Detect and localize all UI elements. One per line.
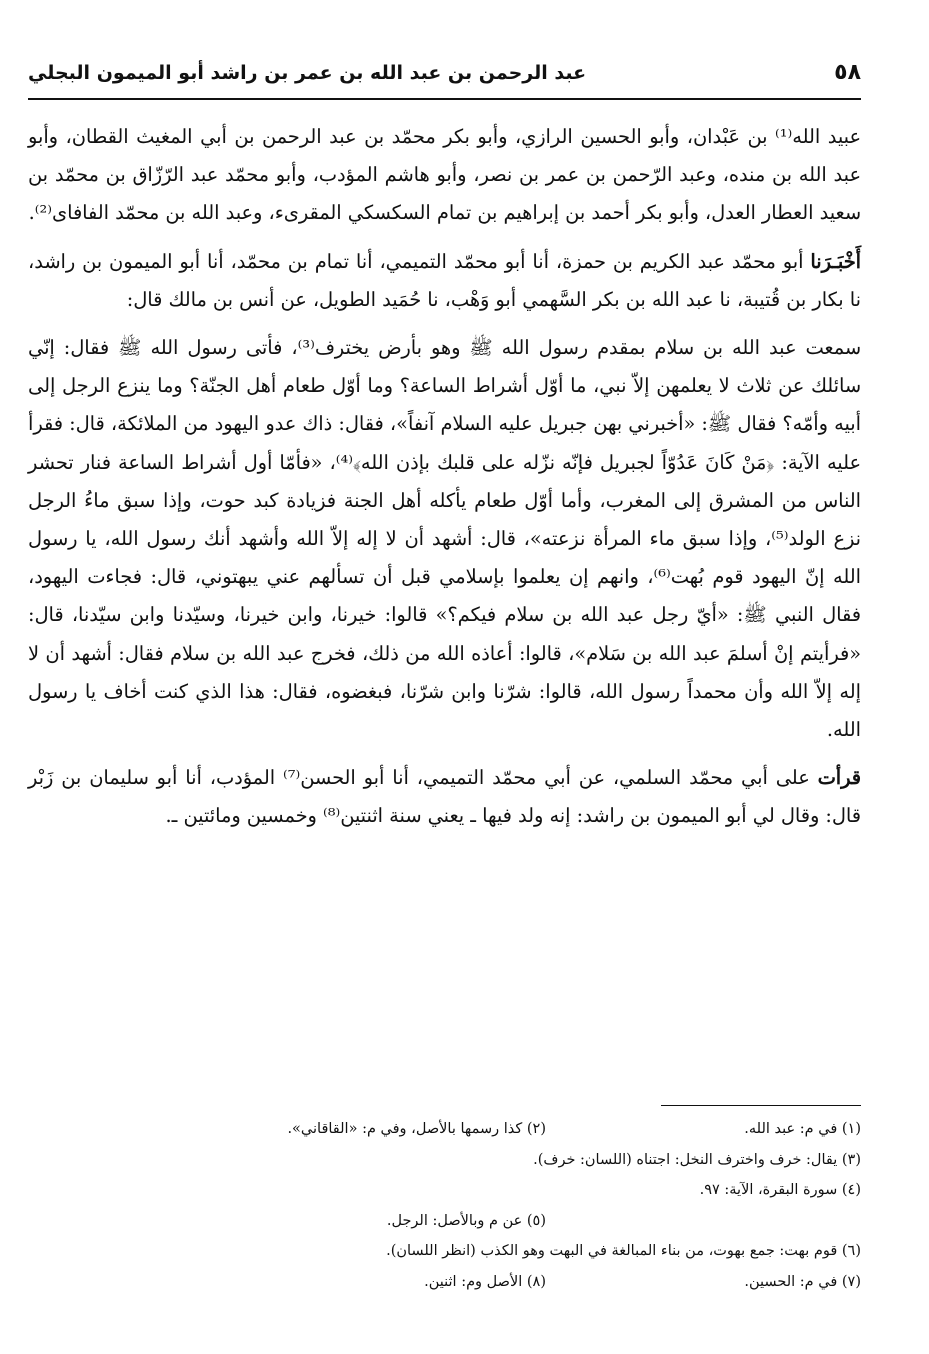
running-title: عبد الرحمن بن عبد الله بن عمر بن راشد أبو الميمون البجلي: [28, 62, 587, 84]
footnote-row: [28, 1175, 861, 1206]
footnote-divider: [661, 1105, 861, 1106]
footnote-5: (٥) عن م وبالأصل: الرجل.: [386, 1212, 546, 1229]
footnotes: [28, 1114, 861, 1297]
footnote-2: (٢) كذا رسمها بالأصل، وفي م: «القاقاني».: [287, 1121, 546, 1137]
paragraph-text: سمعت عبد الله بن سلام بمقدم رسول الله ﷺ وهو بأرض يخترف⁽³⁾، فأتى رسول الله ﷺ فقال: إنّي سائلك عن ثلاث لا يعلمهن إلاّ نبي، ما أوّل أشراط الساعة؟ وما أوّل طعام أهل الجنّة؟ وما ينزع الرجل إلى أبيه وأمّه؟ فقال ﷺ: «أخبرني بهن جبريل عليه السلام آنفاً»، فقال: ذاك عدو اليهود من الملائكة، قال: فقرأ عليه الآية: ﴿مَنْ كَانَ عَدُوّاً لجبريل فإنّه نزّله على قلبك بإذن الله﴾⁽⁴⁾، «فأمّا أول أشراط الساعة فنار تحشر الناس من المشرق إلى المغرب، وأما أوّل طعام يأكله أهل الجنة فزيادة كبد حوت، وإذا سبق ماءُ الرجل نزع الولد⁽⁵⁾، وإذا سبق ماء المرأة نزعته»، قال: أشهد أن لا إله إلاّ الله وأشهد أنك رسول الله، يا رسول الله إنّ اليهود قوم بُهت⁽⁶⁾، وانهم إن يعلموا بإسلامي قبل أن تسألهم عني يبهتوني، قال: فجاءت اليهود، فقال النبي ﷺ: «أيّ رجل عبد الله بن سلام فيكم؟» قالوا: خيرنا، وابن خيرنا، وسيّدنا وابن سيّدنا، قال: «فرأيتم إنْ أسلمَ عبد الله بن سَلام»، قالوا: أعاذه الله من ذلك، فخرج عبد الله بن سلام فقال: أشهد أن لا إله إلاّ الله وأن محمداً رسول الله، قالوا: شرّنا وابن شرّنا، فبغضوه، فقال: هذا الذي كنت أخاف يا رسول الله.: [28, 336, 862, 742]
paragraph-4: [28, 759, 861, 835]
footnote-4: (٤) سورة البقرة، الآية: ٩٧.: [699, 1182, 861, 1198]
footnote-6: (٦) قوم بهت: جمع بهوت، من بناء المبالغة في البهت وهو الكذب (انظر اللسان).: [386, 1243, 861, 1259]
paragraph-1: [28, 118, 861, 233]
footnote-row: [28, 1114, 861, 1145]
footnote-row: [28, 1236, 861, 1267]
footnote-3: (٣) يقال: خرف واخترف النخل: اجتناه (اللسان: خرف).: [533, 1151, 861, 1168]
main-text: [28, 118, 861, 846]
footnote-row: [28, 1267, 861, 1298]
paragraph-lead-word: قرأت: [817, 766, 861, 790]
footnote-8: (٨) الأصل وم: اثنين.: [424, 1273, 546, 1290]
page-header: [28, 52, 861, 100]
footnote-row: [28, 1206, 861, 1237]
footnote-row: [28, 1145, 861, 1176]
page-number: ٥٨: [834, 60, 861, 85]
paragraph-2: [28, 243, 861, 319]
paragraph-text: عبيد الله⁽¹⁾ بن عَبْدان، وأبو الحسين الرازي، وأبو بكر محمّد بن عبد الرحمن بن أبي المغيث القطان، وأبو عبد الله بن منده، وعبد الرّحمن بن عمر بن نصر، وأبو هاشم المؤدب، وأبو محمّد عبد الرّزّاق بن محمّد بن سعيد العطار العدل، وأبو بكر أحمد بن إبراهيم بن تمام السكسكي المقرىء، وعبد الله بن محمّد الفافاى⁽²⁾.: [28, 125, 861, 225]
footnote-1: (١) في م: عبد الله.: [744, 1121, 861, 1137]
paragraph-text: أبو محمّد عبد الكريم بن حمزة، أنا أبو محمّد التميمي، أنا تمام بن محمّد، أنا أبو الميمون بن راشد، نا بكار بن قُتيبة، نا عبد الله بن بكر السَّهمي أبو وَهْب، نا حُمَيد الطويل، عن أنس بن مالك قال:: [28, 249, 861, 311]
paragraph-text: على أبي محمّد السلمي، عن أبي محمّد التميمي، أنا أبو الحسن⁽⁷⁾ المؤدب، أنا أبو سليمان بن زَبْر قال: وقال لي أبو الميمون بن راشد: إنه ولد فيها ـ يعني سنة اثنتين⁽⁸⁾ وخمسين ومائتين ـ.: [28, 766, 861, 828]
paragraph-3: [28, 329, 861, 749]
footnote-7: (٧) في م: الحسين.: [744, 1273, 861, 1290]
paragraph-lead-word: أَخْبَـرَنا: [810, 249, 861, 273]
footnote-spacer: [546, 1206, 861, 1237]
